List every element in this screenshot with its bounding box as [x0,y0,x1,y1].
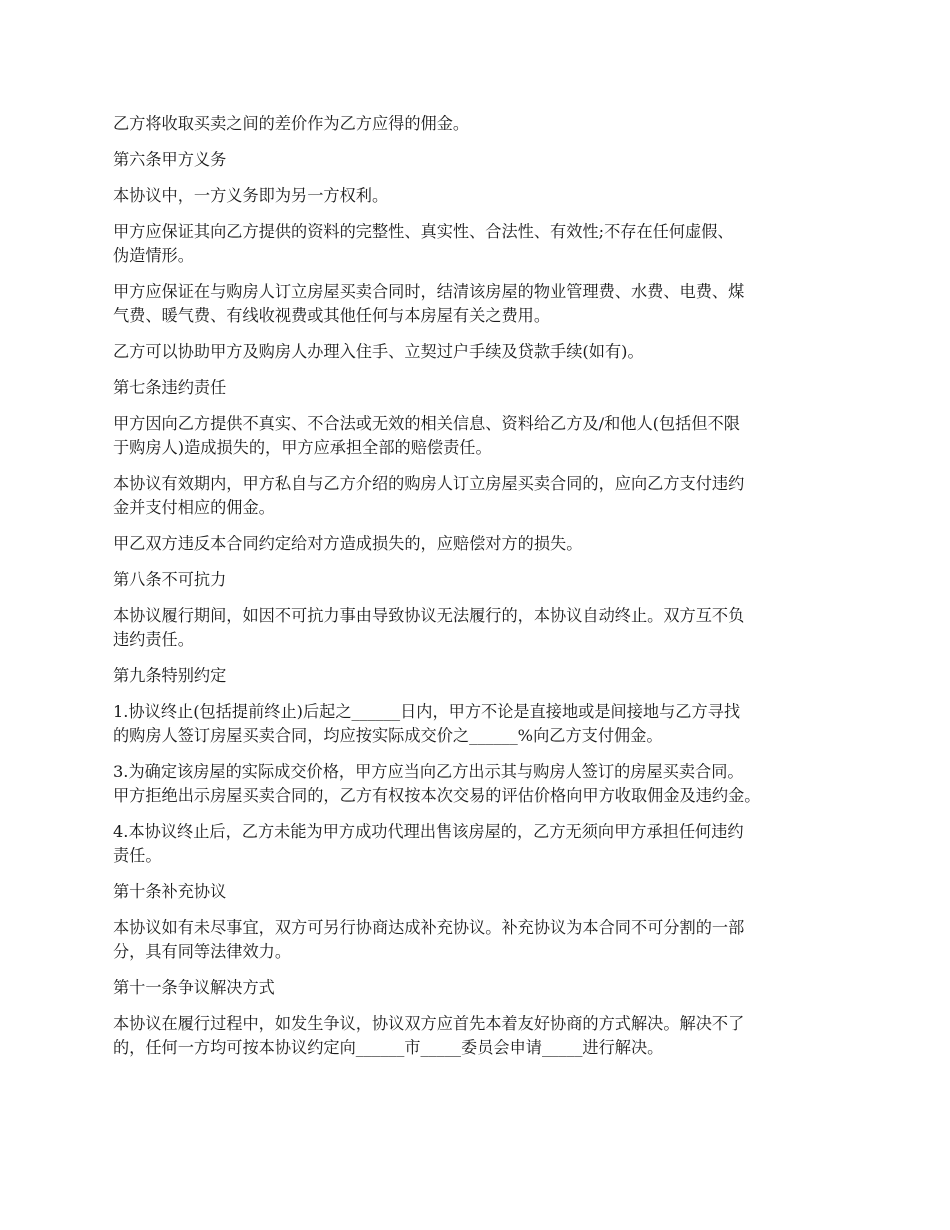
text-line: 甲方应保证在与购房人订立房屋买卖合同时，结清该房屋的物业管理费、水费、电费、煤 [113,282,745,301]
text-line: 分，具有同等法律效力。 [113,942,292,961]
text-line: 伪造情形。 [113,246,194,265]
paragraph [113,220,853,268]
text-line: 第八条不可抗力 [113,570,227,589]
section-heading [113,976,853,1000]
text-line: 第九条特别约定 [113,666,227,685]
paragraph [113,340,853,364]
text-line: 甲方应保证其向乙方提供的资料的完整性、真实性、合法性、有效性;不存在任何虚假、 [113,222,734,241]
text-line: 乙方可以协助甲方及购房人办理入住手、立契过户手续及贷款手续(如有)。 [113,342,644,361]
text-line: 甲乙双方违反本合同约定给对方造成损失的，应赔偿对方的损失。 [113,534,583,553]
text-line: 金并支付相应的佣金。 [113,498,275,517]
paragraph [113,412,853,460]
text-line: 气费、暖气费、有线收视费或其他任何与本房屋有关之费用。 [113,306,551,325]
paragraph [113,916,853,964]
document-page [113,112,853,1072]
paragraph [113,184,853,208]
text-line: 的，任何一方均可按本协议约定向______市_____委员会申请_____进行解决。 [113,1038,664,1057]
text-line: 责任。 [113,846,162,865]
paragraph [113,700,853,748]
paragraph [113,112,853,136]
section-heading [113,148,853,172]
text-line: 本协议履行期间，如因不可抗力事由导致协议无法履行的，本协议自动终止。双方互不负 [113,606,745,625]
text-line: 本协议有效期内，甲方私自与乙方介绍的购房人订立房屋买卖合同的，应向乙方支付违约 [113,474,745,493]
text-line: 违约责任。 [113,630,194,649]
paragraph [113,532,853,556]
paragraph [113,604,853,652]
text-line: 的购房人签订房屋买卖合同，均应按实际成交价之______%向乙方支付佣金。 [113,726,663,745]
text-line: 本协议中，一方义务即为另一方权利。 [113,186,389,205]
paragraph [113,472,853,520]
text-line: 第七条违约责任 [113,378,227,397]
section-heading [113,664,853,688]
text-line: 于购房人)造成损失的，甲方应承担全部的赔偿责任。 [113,438,492,457]
section-heading [113,880,853,904]
text-line: 第十一条争议解决方式 [113,978,275,997]
text-line: 乙方将收取买卖之间的差价作为乙方应得的佣金。 [113,114,470,133]
paragraph [113,820,853,868]
text-line: 4.本协议终止后，乙方未能为甲方成功代理出售该房屋的，乙方无须向甲方承担任何违约 [113,822,744,841]
text-line: 1.协议终止(包括提前终止)后起之______日内，甲方不论是直接地或是间接地与乙方寻找 [113,702,741,721]
paragraph [113,280,853,328]
section-heading [113,568,853,592]
document-body [113,112,853,1060]
section-heading [113,376,853,400]
paragraph [113,760,853,808]
paragraph [113,1012,853,1060]
text-line: 甲方因向乙方提供不真实、不合法或无效的相关信息、资料给乙方及/和他人(包括但不限 [113,414,740,433]
text-line: 本协议在履行过程中，如发生争议，协议双方应首先本着友好协商的方式解决。解决不了 [113,1014,745,1033]
text-line: 第六条甲方义务 [113,150,227,169]
text-line: 本协议如有未尽事宜，双方可另行协商达成补充协议。补充协议为本合同不可分割的一部 [113,918,745,937]
text-line: 3.为确定该房屋的实际成交价格，甲方应当向乙方出示其与购房人签订的房屋买卖合同。 [113,762,744,781]
text-line: 甲方拒绝出示房屋买卖合同的，乙方有权按本次交易的评估价格向甲方收取佣金及违约金。 [113,786,761,805]
text-line: 第十条补充协议 [113,882,227,901]
